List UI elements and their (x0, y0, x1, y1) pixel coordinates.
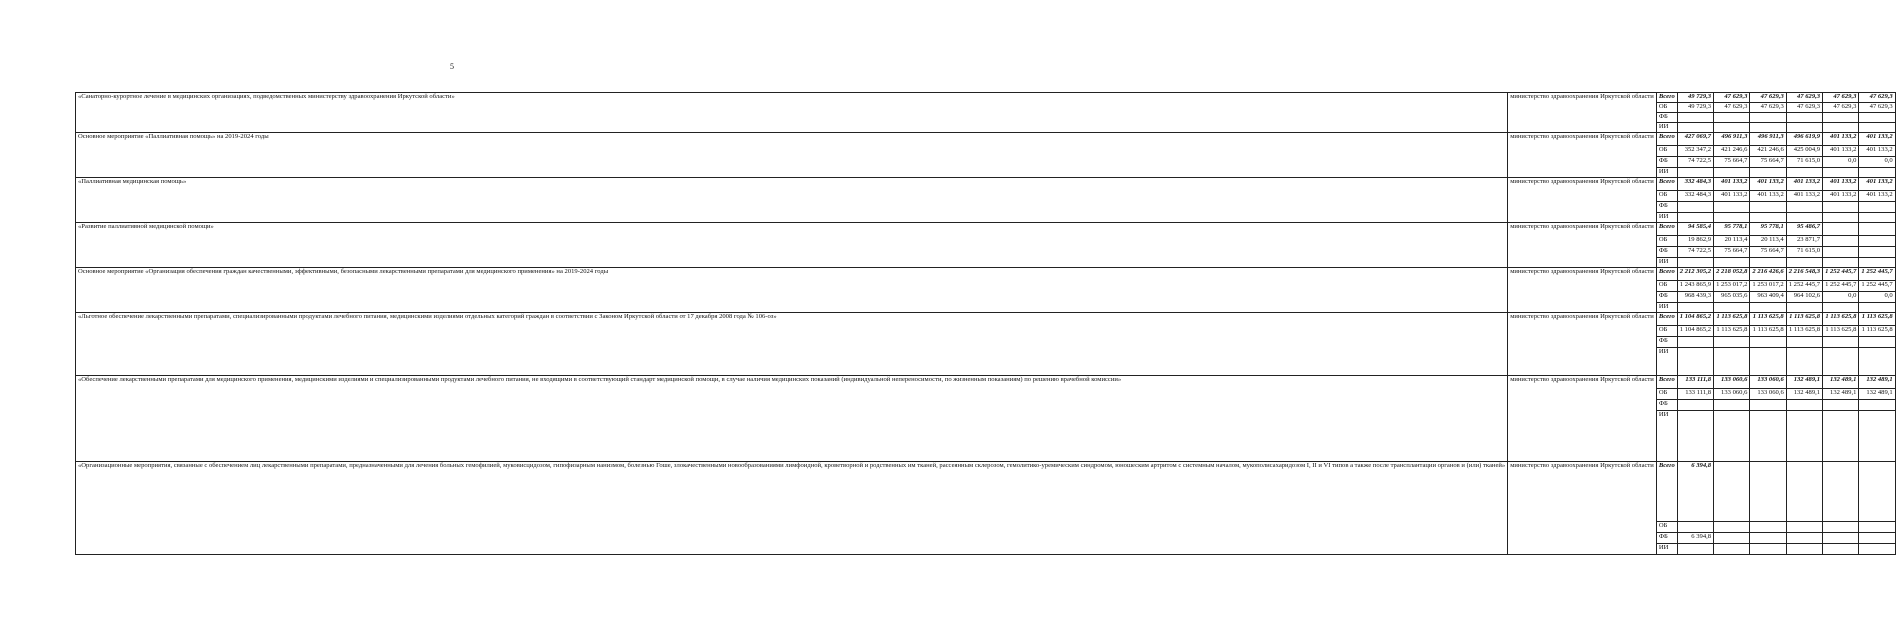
activity-name: «Паллиативная медицинская помощь» (76, 178, 1508, 223)
amount-cell: 2 218 052,8 (1714, 268, 1750, 281)
amount-cell: 401 133,2 (1823, 191, 1859, 202)
amount-cell: 0,0 (1859, 157, 1895, 168)
amount-cell: 6 394,8 (1677, 533, 1713, 544)
amount-cell: 71 615,0 (1786, 247, 1822, 258)
amount-cell (1750, 411, 1786, 462)
amount-cell (1714, 123, 1750, 133)
amount-cell (1823, 522, 1859, 533)
funding-source: ФБ (1656, 292, 1677, 303)
amount-cell (1859, 236, 1895, 247)
funding-source: Всего (1656, 93, 1677, 103)
amount-cell (1859, 113, 1895, 123)
amount-cell (1750, 522, 1786, 533)
amount-cell: 47 629,3 (1859, 103, 1895, 113)
executor: министерство здравоохранения Иркутской области (1508, 178, 1657, 223)
amount-cell (1677, 337, 1713, 348)
amount-cell: 75 664,7 (1714, 247, 1750, 258)
amount-cell: 47 629,3 (1714, 93, 1750, 103)
amount-cell: 47 629,3 (1823, 93, 1859, 103)
amount-cell (1823, 236, 1859, 247)
table-row (76, 313, 1896, 326)
activity-name: «Развитие паллиативной медицинской помощи» (76, 223, 1508, 268)
amount-cell: 1 113 625,8 (1786, 326, 1822, 337)
amount-cell (1823, 223, 1859, 236)
funding-source: ОБ (1656, 389, 1677, 400)
amount-cell: 421 246,6 (1750, 146, 1786, 157)
amount-cell: 2 212 305,2 (1677, 268, 1713, 281)
amount-cell (1714, 400, 1750, 411)
amount-cell: 132 489,1 (1786, 389, 1822, 400)
amount-cell: 133 060,6 (1714, 389, 1750, 400)
amount-cell (1750, 400, 1786, 411)
amount-cell (1823, 533, 1859, 544)
amount-cell: 1 252 445,7 (1823, 268, 1859, 281)
amount-cell (1750, 168, 1786, 178)
amount-cell: 0,0 (1823, 292, 1859, 303)
executor: министерство здравоохранения Иркутской области (1508, 462, 1657, 555)
page-number: 5 (450, 62, 454, 71)
amount-cell: 0,0 (1823, 157, 1859, 168)
table-row (76, 268, 1896, 281)
amount-cell: 95 778,1 (1750, 223, 1786, 236)
amount-cell (1677, 303, 1713, 313)
amount-cell (1823, 303, 1859, 313)
amount-cell: 1 104 865,2 (1677, 313, 1713, 326)
amount-cell: 49 729,3 (1677, 93, 1713, 103)
amount-cell (1859, 223, 1895, 236)
amount-cell: 1 252 445,7 (1859, 281, 1895, 292)
funding-source: Всего (1656, 462, 1677, 522)
amount-cell: 401 133,2 (1823, 178, 1859, 191)
amount-cell (1859, 337, 1895, 348)
funding-source: Всего (1656, 376, 1677, 389)
amount-cell: 133 060,6 (1750, 389, 1786, 400)
amount-cell: 332 484,3 (1677, 178, 1713, 191)
amount-cell (1750, 202, 1786, 213)
amount-cell (1859, 168, 1895, 178)
table-row (76, 462, 1896, 522)
funding-source: ИИ (1656, 258, 1677, 268)
funding-source: ИИ (1656, 123, 1677, 133)
amount-cell (1714, 258, 1750, 268)
amount-cell: 47 629,3 (1786, 93, 1822, 103)
funding-source: ФБ (1656, 113, 1677, 123)
amount-cell: 421 246,6 (1714, 146, 1750, 157)
amount-cell (1677, 544, 1713, 555)
amount-cell: 401 133,2 (1714, 178, 1750, 191)
amount-cell: 1 113 625,8 (1859, 326, 1895, 337)
amount-cell: 132 489,1 (1786, 376, 1822, 389)
amount-cell (1750, 113, 1786, 123)
amount-cell (1750, 544, 1786, 555)
amount-cell (1677, 213, 1713, 223)
amount-cell (1859, 123, 1895, 133)
amount-cell: 132 489,1 (1823, 389, 1859, 400)
funding-source: ОБ (1656, 236, 1677, 247)
activity-name: «Организационные мероприятия, связанные с обеспечением лиц лекарственными препаратами, предназначенными для лечения больных гемофилией, муковисцидозом, гипофизарным нанизмом, болезнью Гоше, злокачественными новообразованиями лимфоидной, кроветворной и родственных им тканей, рассеянным склерозом, гемолитико-уремическим синдромом, юношеским артритом с системным началом, мукополисахаридозом I, II и VI типов а также после трансплантации органов и (или) тканей» (76, 462, 1508, 555)
funding-source: ИИ (1656, 303, 1677, 313)
amount-cell (1786, 202, 1822, 213)
amount-cell: 968 439,3 (1677, 292, 1713, 303)
amount-cell (1823, 348, 1859, 376)
amount-cell (1714, 533, 1750, 544)
amount-cell: 95 778,1 (1714, 223, 1750, 236)
amount-cell (1823, 258, 1859, 268)
amount-cell (1677, 522, 1713, 533)
funding-source: ИИ (1656, 348, 1677, 376)
amount-cell (1677, 400, 1713, 411)
amount-cell (1786, 348, 1822, 376)
amount-cell: 1 113 625,8 (1750, 313, 1786, 326)
amount-cell: 47 629,3 (1859, 93, 1895, 103)
funding-source: ОБ (1656, 281, 1677, 292)
amount-cell (1823, 123, 1859, 133)
amount-cell (1859, 213, 1895, 223)
amount-cell (1786, 337, 1822, 348)
amount-cell (1750, 337, 1786, 348)
amount-cell (1677, 123, 1713, 133)
amount-cell (1786, 462, 1822, 522)
amount-cell: 963 409,4 (1750, 292, 1786, 303)
amount-cell (1859, 202, 1895, 213)
amount-cell: 133 060,6 (1750, 376, 1786, 389)
amount-cell (1677, 202, 1713, 213)
amount-cell: 401 133,2 (1859, 191, 1895, 202)
amount-cell: 1 113 625,8 (1750, 326, 1786, 337)
funding-source: Всего (1656, 133, 1677, 146)
amount-cell: 74 722,5 (1677, 247, 1713, 258)
amount-cell (1714, 462, 1750, 522)
funding-source: Всего (1656, 223, 1677, 236)
funding-source: Всего (1656, 268, 1677, 281)
table-row (76, 93, 1896, 103)
amount-cell (1714, 202, 1750, 213)
amount-cell (1823, 202, 1859, 213)
amount-cell (1859, 462, 1895, 522)
amount-cell: 132 489,1 (1823, 376, 1859, 389)
amount-cell: 75 664,7 (1714, 157, 1750, 168)
funding-source: ФБ (1656, 337, 1677, 348)
amount-cell (1750, 123, 1786, 133)
amount-cell (1823, 168, 1859, 178)
amount-cell (1859, 400, 1895, 411)
amount-cell: 1 113 625,8 (1859, 313, 1895, 326)
amount-cell (1823, 337, 1859, 348)
funding-source: ОБ (1656, 522, 1677, 533)
amount-cell: 1 253 017,2 (1750, 281, 1786, 292)
amount-cell (1823, 247, 1859, 258)
amount-cell: 47 629,3 (1750, 93, 1786, 103)
amount-cell: 401 133,2 (1823, 133, 1859, 146)
amount-cell (1823, 411, 1859, 462)
amount-cell (1714, 113, 1750, 123)
amount-cell (1750, 348, 1786, 376)
executor: министерство здравоохранения Иркутской области (1508, 223, 1657, 268)
table-row (76, 223, 1896, 236)
amount-cell: 49 729,3 (1677, 103, 1713, 113)
amount-cell (1714, 303, 1750, 313)
table-row (76, 376, 1896, 389)
amount-cell: 401 133,2 (1859, 146, 1895, 157)
funding-source: ИИ (1656, 544, 1677, 555)
funding-source: ОБ (1656, 146, 1677, 157)
amount-cell (1786, 113, 1822, 123)
executor: министерство здравоохранения Иркутской области (1508, 133, 1657, 178)
activity-name: Основное мероприятие «Паллиативная помощь» на 2019-2024 годы (76, 133, 1508, 178)
amount-cell: 401 133,2 (1714, 191, 1750, 202)
activity-name: «Обеспечение лекарственными препаратами для медицинского применения, медицинскими изделиями и специализированными продуктами лечебного питания, не входящими в соответствующий стандарт медицинской помощи, в случае наличия медицинских показаний (индивидуальной непереносимости, по жизненным показаниям) по решению врачебной комиссии» (76, 376, 1508, 462)
amount-cell (1714, 411, 1750, 462)
amount-cell: 132 489,1 (1859, 376, 1895, 389)
amount-cell (1859, 303, 1895, 313)
amount-cell: 75 664,7 (1750, 157, 1786, 168)
amount-cell: 94 585,4 (1677, 223, 1713, 236)
amount-cell: 6 394,8 (1677, 462, 1713, 522)
amount-cell (1677, 348, 1713, 376)
amount-cell (1786, 411, 1822, 462)
table-row (76, 178, 1896, 191)
amount-cell (1750, 258, 1786, 268)
amount-cell (1823, 113, 1859, 123)
amount-cell: 2 216 548,3 (1786, 268, 1822, 281)
amount-cell (1859, 544, 1895, 555)
amount-cell (1823, 400, 1859, 411)
amount-cell (1786, 258, 1822, 268)
funding-source: ФБ (1656, 533, 1677, 544)
amount-cell: 1 113 625,8 (1714, 326, 1750, 337)
activity-name: «Санаторно-курортное лечение в медицинских организациях, подведомственных министерству здравоохранения Иркутской области» (76, 93, 1508, 133)
budget-table (75, 92, 1896, 555)
amount-cell: 401 133,2 (1859, 133, 1895, 146)
amount-cell (1714, 213, 1750, 223)
amount-cell: 133 060,6 (1714, 376, 1750, 389)
amount-cell: 47 629,3 (1786, 103, 1822, 113)
amount-cell (1823, 462, 1859, 522)
amount-cell: 401 133,2 (1859, 178, 1895, 191)
amount-cell (1859, 258, 1895, 268)
amount-cell: 133 111,8 (1677, 376, 1713, 389)
amount-cell (1786, 522, 1822, 533)
amount-cell: 1 113 625,8 (1823, 313, 1859, 326)
amount-cell (1859, 247, 1895, 258)
amount-cell (1714, 348, 1750, 376)
amount-cell: 1 113 625,8 (1714, 313, 1750, 326)
executor: министерство здравоохранения Иркутской области (1508, 313, 1657, 376)
amount-cell (1786, 213, 1822, 223)
funding-source: ИИ (1656, 168, 1677, 178)
amount-cell: 425 004,9 (1786, 146, 1822, 157)
activity-name: «Льготное обеспечение лекарственными препаратами, специализированными продуктами лечебного питания, медицинскими изделиями отдельных категорий граждан в соответствии с Законом Иркутской области от 17 декабря 2008 года № 106-оз» (76, 313, 1508, 376)
amount-cell: 75 664,7 (1750, 247, 1786, 258)
amount-cell (1786, 303, 1822, 313)
amount-cell: 401 133,2 (1750, 178, 1786, 191)
funding-source: ФБ (1656, 400, 1677, 411)
amount-cell: 47 629,3 (1823, 103, 1859, 113)
amount-cell: 1 243 865,9 (1677, 281, 1713, 292)
amount-cell (1677, 168, 1713, 178)
amount-cell (1750, 303, 1786, 313)
amount-cell: 47 629,3 (1714, 103, 1750, 113)
amount-cell: 352 347,2 (1677, 146, 1713, 157)
amount-cell: 2 216 426,6 (1750, 268, 1786, 281)
amount-cell: 401 133,2 (1786, 191, 1822, 202)
amount-cell (1786, 123, 1822, 133)
amount-cell (1677, 258, 1713, 268)
amount-cell: 496 911,3 (1750, 133, 1786, 146)
funding-source: ИИ (1656, 213, 1677, 223)
funding-source: ФБ (1656, 157, 1677, 168)
amount-cell (1823, 544, 1859, 555)
amount-cell: 496 911,3 (1714, 133, 1750, 146)
amount-cell: 1 252 445,7 (1859, 268, 1895, 281)
amount-cell: 71 615,0 (1786, 157, 1822, 168)
amount-cell (1859, 348, 1895, 376)
amount-cell: 74 722,5 (1677, 157, 1713, 168)
amount-cell: 132 489,1 (1859, 389, 1895, 400)
amount-cell: 401 133,2 (1823, 146, 1859, 157)
amount-cell: 0,0 (1859, 292, 1895, 303)
funding-source: ОБ (1656, 191, 1677, 202)
amount-cell: 19 862,9 (1677, 236, 1713, 247)
amount-cell (1714, 522, 1750, 533)
amount-cell: 401 133,2 (1750, 191, 1786, 202)
amount-cell: 964 102,6 (1786, 292, 1822, 303)
amount-cell: 47 629,3 (1750, 103, 1786, 113)
table-row (76, 133, 1896, 146)
funding-source: Всего (1656, 313, 1677, 326)
funding-source: ОБ (1656, 326, 1677, 337)
executor: министерство здравоохранения Иркутской области (1508, 376, 1657, 462)
amount-cell: 332 484,3 (1677, 191, 1713, 202)
executor: министерство здравоохранения Иркутской области (1508, 93, 1657, 133)
amount-cell: 401 133,2 (1786, 178, 1822, 191)
amount-cell: 1 104 865,2 (1677, 326, 1713, 337)
amount-cell (1786, 400, 1822, 411)
funding-source: ИИ (1656, 411, 1677, 462)
amount-cell (1714, 337, 1750, 348)
amount-cell (1859, 411, 1895, 462)
amount-cell (1859, 533, 1895, 544)
amount-cell: 23 871,7 (1786, 236, 1822, 247)
funding-source: ФБ (1656, 202, 1677, 213)
amount-cell: 1 253 017,2 (1714, 281, 1750, 292)
funding-source: ОБ (1656, 103, 1677, 113)
funding-source: Всего (1656, 178, 1677, 191)
amount-cell (1786, 533, 1822, 544)
amount-cell: 20 113,4 (1714, 236, 1750, 247)
amount-cell: 133 111,8 (1677, 389, 1713, 400)
amount-cell (1677, 411, 1713, 462)
amount-cell (1823, 213, 1859, 223)
amount-cell: 1 113 625,8 (1786, 313, 1822, 326)
amount-cell: 95 486,7 (1786, 223, 1822, 236)
executor: министерство здравоохранения Иркутской области (1508, 268, 1657, 313)
amount-cell: 20 113,4 (1750, 236, 1786, 247)
amount-cell: 1 252 445,7 (1786, 281, 1822, 292)
amount-cell (1750, 533, 1786, 544)
amount-cell: 427 069,7 (1677, 133, 1713, 146)
amount-cell (1714, 168, 1750, 178)
funding-source: ФБ (1656, 247, 1677, 258)
amount-cell (1714, 544, 1750, 555)
amount-cell (1786, 544, 1822, 555)
amount-cell (1677, 113, 1713, 123)
amount-cell (1786, 168, 1822, 178)
amount-cell: 965 035,6 (1714, 292, 1750, 303)
amount-cell: 496 619,9 (1786, 133, 1822, 146)
amount-cell: 1 252 445,7 (1823, 281, 1859, 292)
activity-name: Основное мероприятие «Организация обеспечения граждан качественными, эффективными, безопасными лекарственными препаратами для медицинского применения» на 2019-2024 годы (76, 268, 1508, 313)
amount-cell (1750, 462, 1786, 522)
amount-cell: 1 113 625,8 (1823, 326, 1859, 337)
amount-cell (1859, 522, 1895, 533)
amount-cell (1750, 213, 1786, 223)
